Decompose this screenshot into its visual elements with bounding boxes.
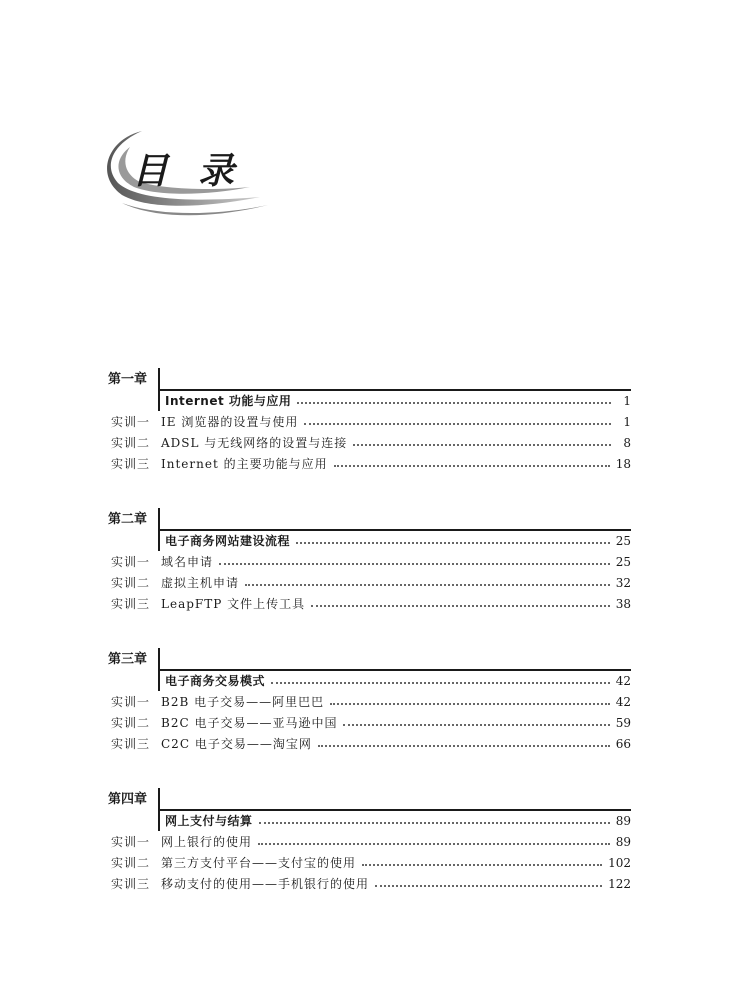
entry-page: 66 <box>615 736 631 751</box>
chapter-3 <box>105 648 631 754</box>
chapter-overview-row[interactable] <box>105 530 631 551</box>
entry-title: Internet 的主要功能与应用 <box>161 457 328 471</box>
chapter-2 <box>105 508 631 614</box>
entry-title: LeapFTP 文件上传工具 <box>161 597 306 611</box>
chapter-label: 第一章 <box>108 372 148 387</box>
entry-title: 网上支付与结算 <box>165 814 253 828</box>
toc-entry[interactable] <box>105 453 631 474</box>
toc-entry[interactable] <box>105 572 631 593</box>
entry-page: 42 <box>615 694 631 709</box>
chapter-label: 第二章 <box>108 512 148 527</box>
entry-title: 电子商务网站建设流程 <box>165 534 291 548</box>
chapter-label: 第三章 <box>108 652 148 667</box>
entry-page: 89 <box>615 834 631 849</box>
entry-page: 102 <box>608 855 631 870</box>
entry-number: 实训二 <box>111 436 151 450</box>
entry-number: 实训一 <box>111 415 151 429</box>
toc-entry[interactable] <box>105 551 631 572</box>
toc-entry[interactable] <box>105 831 631 852</box>
entry-title: 第三方支付平台——支付宝的使用 <box>161 856 357 870</box>
entry-number: 实训二 <box>111 716 151 730</box>
toc-heading: 目录 <box>132 151 265 192</box>
entry-number: 实训一 <box>111 555 151 569</box>
chapter-1 <box>105 368 631 474</box>
entry-page: 89 <box>615 813 631 828</box>
chapter-overview-row[interactable] <box>105 810 631 831</box>
entry-number: 实训三 <box>111 597 151 611</box>
entry-title: 域名申请 <box>161 555 214 569</box>
chapter-label: 第四章 <box>108 792 148 807</box>
entry-number: 实训二 <box>111 856 151 870</box>
toc-entry[interactable] <box>105 432 631 453</box>
entry-page: 38 <box>615 596 631 611</box>
entry-page: 122 <box>608 876 631 891</box>
entry-number: 实训三 <box>111 877 151 891</box>
entry-title: B2B 电子交易——阿里巴巴 <box>161 695 325 709</box>
entry-number: 实训三 <box>111 457 151 471</box>
chapter-overview-row[interactable] <box>105 670 631 691</box>
toc-entry[interactable] <box>105 691 631 712</box>
toc-entry[interactable] <box>105 712 631 733</box>
toc-entry[interactable] <box>105 733 631 754</box>
entry-title: 网上银行的使用 <box>161 835 253 849</box>
entry-title: 电子商务交易模式 <box>165 674 266 688</box>
toc-entry[interactable] <box>105 873 631 894</box>
entry-number: 实训三 <box>111 737 151 751</box>
entry-page: 25 <box>615 533 631 548</box>
entry-page: 32 <box>615 575 631 590</box>
entry-number: 实训一 <box>111 695 151 709</box>
toc-entry[interactable] <box>105 593 631 614</box>
entry-page: 25 <box>615 554 631 569</box>
entry-page: 1 <box>623 393 631 408</box>
entry-page: 59 <box>615 715 631 730</box>
toc-entry[interactable] <box>105 852 631 873</box>
entry-title: 移动支付的使用——手机银行的使用 <box>161 877 370 891</box>
toc-entry[interactable] <box>105 411 631 432</box>
entry-title: IE 浏览器的设置与使用 <box>161 415 299 429</box>
entry-page: 8 <box>623 435 631 450</box>
entry-title: 虚拟主机申请 <box>161 576 240 590</box>
toc-logo <box>100 125 270 225</box>
entry-title: C2C 电子交易——淘宝网 <box>161 737 312 751</box>
entry-page: 1 <box>623 414 631 429</box>
entry-number: 实训二 <box>111 576 151 590</box>
entry-page: 18 <box>615 456 631 471</box>
entry-title: B2C 电子交易——亚马逊中国 <box>161 716 338 730</box>
entry-title: ADSL 与无线网络的设置与连接 <box>161 436 348 450</box>
entry-title: Internet 功能与应用 <box>165 394 292 408</box>
chapter-overview-row[interactable] <box>105 390 631 411</box>
chapter-4 <box>105 788 631 894</box>
entry-number: 实训一 <box>111 835 151 849</box>
entry-page: 42 <box>615 673 631 688</box>
